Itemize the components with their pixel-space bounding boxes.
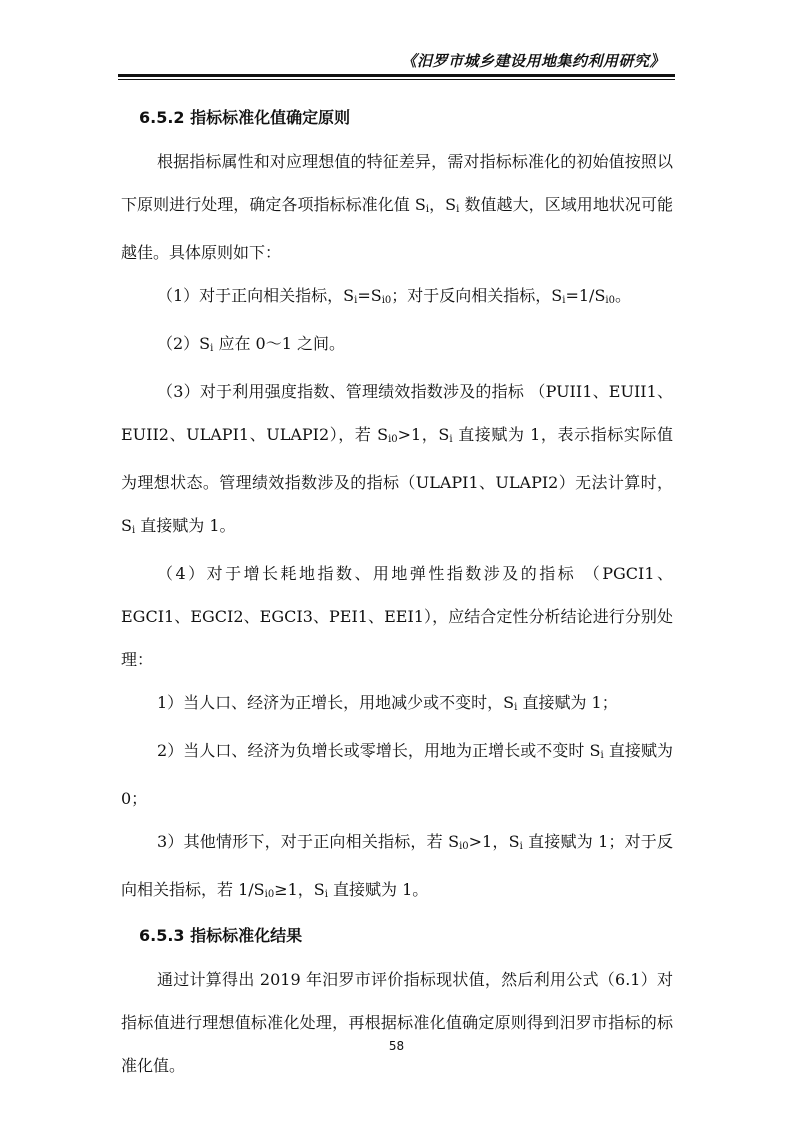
case-2-paragraph: 2）当人口、经济为负增长或零增长，用地为正增长或不变时 $S_i$ 直接赋为 0；: [121, 741, 673, 808]
page-number: 58: [388, 1039, 405, 1053]
rule-4-paragraph: （4）对于增长耗地指数、用地弹性指数涉及的指标 （PGCI1、EGCI1、EGCI2、EGCI3、PEI1、EEI1），应结合定性分析结论进行分别处理：: [121, 564, 673, 669]
header-rule-thick: [118, 74, 675, 77]
results-paragraph: 通过计算得出 2019 年汨罗市评价指标现状值，然后利用公式（6.1）对指标值进行理想值标准化处理，再根据标准化值确定原则得到汨罗市指标的标准化值。: [121, 970, 673, 1075]
rule-1-paragraph: （1）对于正向相关指标，$S_i=S_{i0}$；对于反向相关指标，$S_i=1/S_{i0}$。: [157, 286, 631, 306]
case-3-paragraph: 3）其他情形下，对于正向相关指标，若 $S_{i0}>1$，$S_i$ 直接赋为 1；对于反向相关指标，若 $1/S_{i0}\ge 1$，$S_i$ 直接赋为 1。: [121, 832, 673, 900]
header-rule-thin: [118, 79, 675, 80]
running-header-title: 《汨罗市城乡建设用地集约利用研究》: [401, 52, 665, 70]
section-heading-6-5-3: 6.5.3 指标标准化结果: [139, 926, 303, 945]
rule-3-paragraph: （3）对于利用强度指数、管理绩效指数涉及的指标 （PUII1、EUII1、EUII2、ULAPI1、ULAPI2），若 $S_{i0}>1$，$S_i$ 直接赋为 1，表示指标实际值为理想状态。管理绩效指数涉及的指标（ULAPI1、ULAPI2）无法计算时，$S_i$ 直接赋为 1。: [121, 382, 673, 536]
rule-2-paragraph: $(2)S_i$ 应在 0～1 之间。: [157, 334, 345, 354]
page-body: [121, 104, 673, 1087]
case-1-paragraph: 1）当人口、经济为正增长，用地减少或不变时，$S_i$ 直接赋为 1；: [157, 693, 618, 713]
intro-paragraph: 根据指标属性和对应理想值的特征差异，需对指标标准化的初始值按照以下原则进行处理，确定各项指标标准化值 $S_i$，$S_i$ 数值越大，区域用地状况可能越佳。具体原则如下：: [121, 152, 673, 262]
section-heading-6-5-2: 6.5.2 指标标准化值确定原则: [139, 108, 351, 127]
